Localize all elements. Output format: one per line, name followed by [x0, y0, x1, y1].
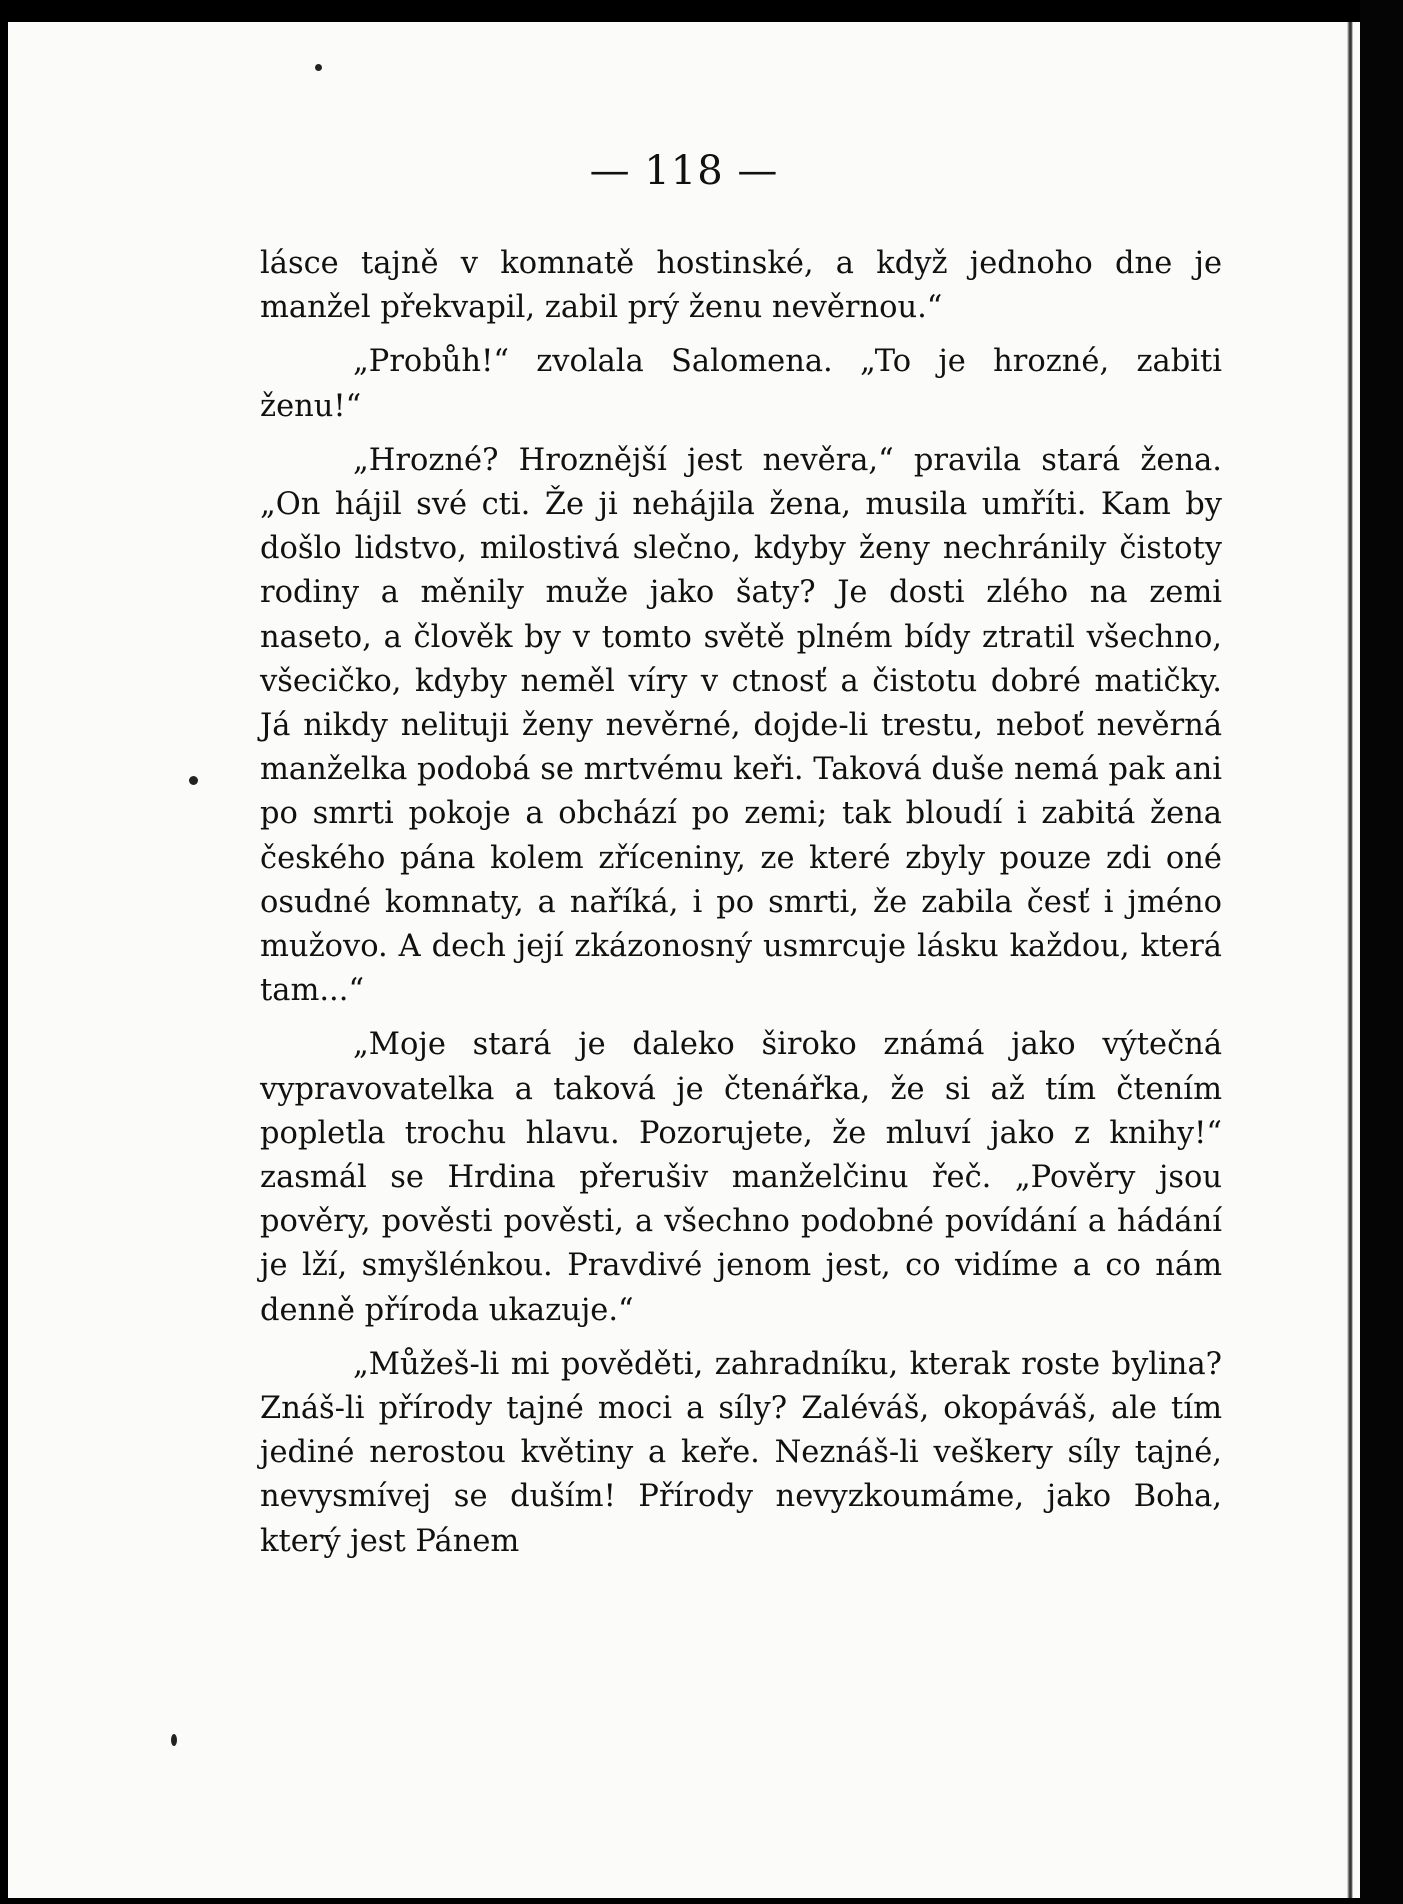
scan-border [1360, 0, 1403, 1904]
paragraph: „Moje stará je daleko široko známá jako výtečná vypravovatelka a taková je čtenářka, že si až tím čtením popletla trochu hlavu. Pozorujete, že mluví jako z knihy!“ zasmál se Hrdina přerušiv manželčinu řeč. „Pověry jsou pověry, pověsti pověsti, a všechno podobné povídání a hádání je lží, smyšlénkou. Pravdivé jenom jest, co vidíme a co nám denně příroda ukazuje.“ [260, 1027, 1222, 1328]
scan-speck [315, 64, 322, 71]
scan-speck [171, 1734, 177, 1746]
page-edge-shadow [1347, 22, 1353, 1898]
body-text [260, 242, 1222, 1564]
paragraph: „Můžeš-li mi pověděti, zahradníku, kterak roste bylina? Znáš-li přírody tajné moci a síly? Zaléváš, okopáváš, ale tím jediné nerostou květiny a keře. Neznáš-li veškery síly tajné, nevysmívej se duším! Přírody nevyzkoumáme, jako Boha, který jest Pánem [260, 1346, 1222, 1559]
scan-speck [189, 776, 198, 785]
paragraph: „Hrozné? Hroznější jest nevěra,“ pravila stará žena. „On hájil své cti. Že ji nehájila žena, musila umříti. Kam by došlo lidstvo, milostivá slečno, kdyby ženy nechránily čistoty rodiny a měnily muže jako šaty? Je dosti zlého na zemi naseto, a člověk by v tomto světě plném bídy ztratil všechno, všecičko, kdyby neměl víry v ctnosť a čistotu dobré matičky. Já nikdy nelituji ženy nevěrné, dojde-li trestu, neboť nevěrná manželka podobá se mrtvému keři. Taková duše nemá pak ani po smrti pokoje a obchází po zemi; tak bloudí i zabitá žena českého pána kolem zříceniny, ze které zbyly pouze zdi oné osudné komnaty, a naříká, i po smrti, že zabila česť i jméno mužovo. A dech její zkázonosný usmrcuje lásku každou, která tam...“ [260, 442, 1222, 1009]
paragraph-continuation: lásce tajně v komnatě hostinské, a když jednoho dne je manžel překvapil, zabil prý ženu nevěrnou.“ [260, 246, 1222, 326]
paragraph: „Probůh!“ zvolala Salomena. „To je hrozné, zabiti ženu!“ [260, 344, 1222, 424]
page-number: — 118 — [589, 148, 779, 194]
book-page [8, 22, 1360, 1898]
